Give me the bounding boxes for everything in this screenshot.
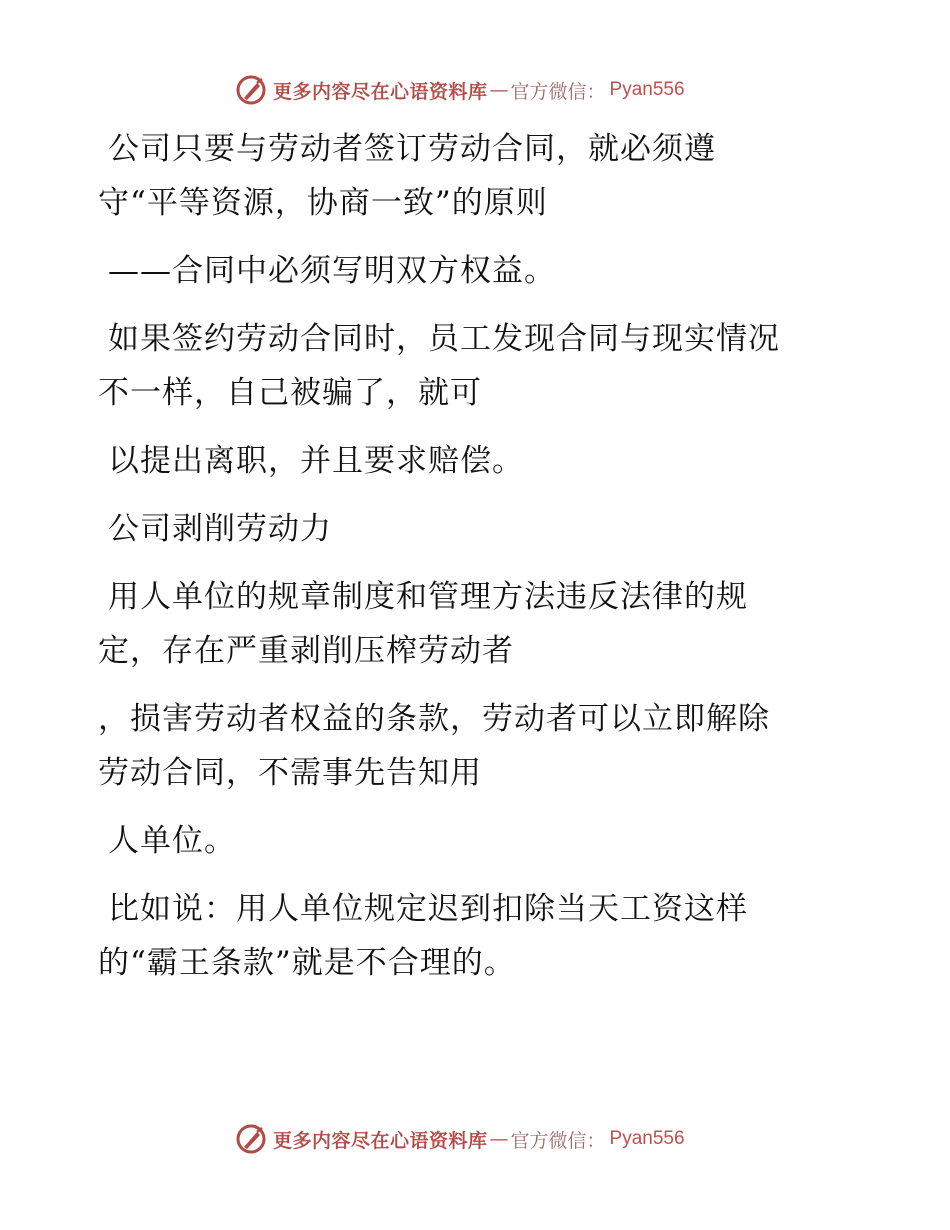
banner-wechat-id: Pyan556 bbox=[609, 79, 685, 100]
banner-dash: — bbox=[489, 79, 509, 101]
banner-wechat-id: Pyan556 bbox=[609, 1128, 685, 1149]
text-line: 以提出离职，并且要求赔偿。 bbox=[108, 443, 524, 479]
banner-label: 官方微信： bbox=[510, 80, 606, 103]
paragraph-2 bbox=[98, 244, 838, 298]
text-line: 公司剥削劳动力 bbox=[108, 511, 332, 547]
paragraph-3 bbox=[98, 312, 838, 420]
footer-banner bbox=[235, 1121, 715, 1157]
paragraph-1 bbox=[98, 122, 838, 230]
text-line: 人单位。 bbox=[108, 823, 236, 859]
text-line: 如果签约劳动合同时，员工发现合同与现实情况 bbox=[108, 321, 780, 357]
banner-main-text: 更多内容尽在心语资料库 bbox=[273, 80, 488, 103]
text-line: 用人单位的规章制度和管理方法违反法律的规 bbox=[108, 579, 748, 615]
pen-logo-icon bbox=[235, 74, 267, 106]
paragraph-8 bbox=[98, 814, 838, 868]
text-line: 劳动合同，不需事先告知用 bbox=[98, 755, 482, 791]
text-line: 公司只要与劳动者签订劳动合同，就必须遵 bbox=[108, 131, 716, 167]
paragraph-7 bbox=[98, 692, 838, 800]
paragraph-6 bbox=[98, 570, 838, 678]
text-line: 守“平等资源，协商一致”的原则 bbox=[98, 185, 548, 221]
banner-label: 官方微信： bbox=[510, 1129, 606, 1152]
text-line: 不一样，自己被骗了，就可 bbox=[98, 375, 482, 411]
text-line: 的“霸王条款”就是不合理的。 bbox=[98, 945, 516, 981]
text-line: 定，存在严重剥削压榨劳动者 bbox=[98, 633, 514, 669]
text-line: 比如说：用人单位规定迟到扣除当天工资这样 bbox=[108, 891, 748, 927]
paragraph-4 bbox=[98, 434, 838, 488]
text-line: ，损害劳动者权益的条款，劳动者可以立即解除 bbox=[98, 701, 770, 737]
text-line: ——合同中必须写明双方权益。 bbox=[108, 253, 556, 289]
document-body bbox=[98, 122, 838, 1004]
header-banner bbox=[235, 72, 715, 108]
banner-main-text: 更多内容尽在心语资料库 bbox=[273, 1129, 488, 1152]
paragraph-9 bbox=[98, 882, 838, 990]
paragraph-5 bbox=[98, 502, 838, 556]
banner-dash: — bbox=[489, 1128, 509, 1150]
pen-logo-icon bbox=[235, 1123, 267, 1155]
